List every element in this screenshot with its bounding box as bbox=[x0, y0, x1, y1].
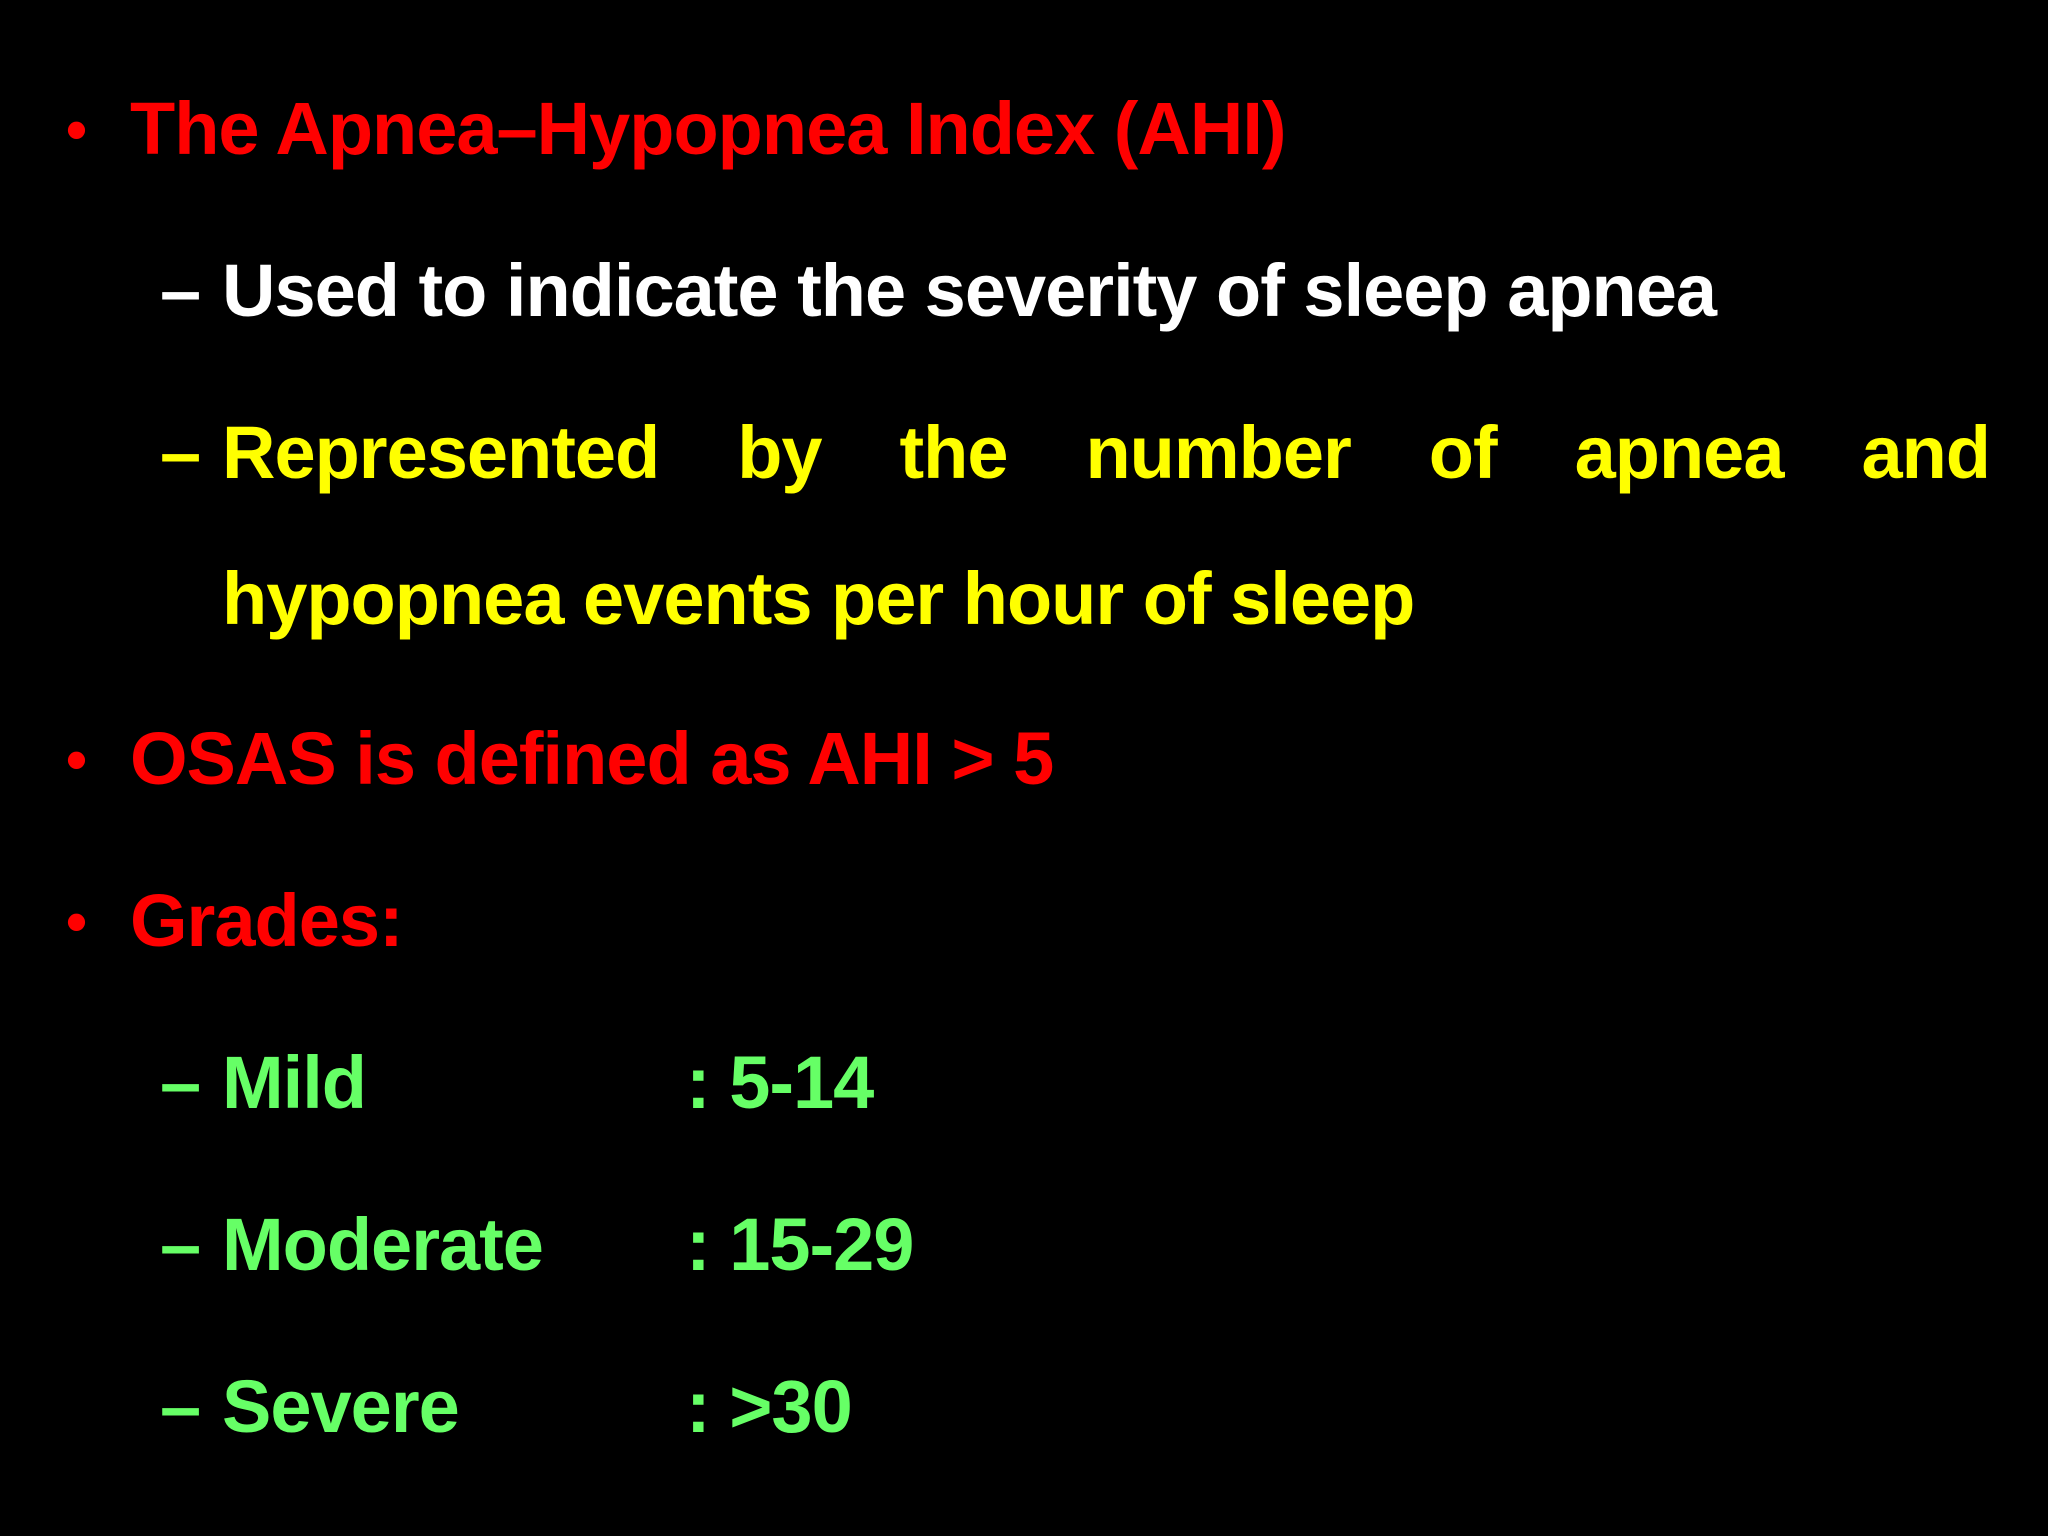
bullet-icon: • bbox=[66, 726, 88, 793]
grade-name-mild: Mild bbox=[222, 1041, 366, 1124]
ahi-title: The Apnea–Hypopnea Index (AHI) bbox=[130, 87, 1286, 170]
ahi-usage-text: Used to indicate the severity of sleep apnea bbox=[222, 249, 1717, 332]
dash-icon: – bbox=[160, 1041, 202, 1124]
dash-icon: – bbox=[160, 411, 202, 494]
word: by bbox=[737, 411, 822, 494]
bullet-icon: • bbox=[66, 888, 88, 955]
word: apnea bbox=[1574, 411, 1784, 494]
dash-icon: – bbox=[160, 1365, 202, 1448]
dash-icon: – bbox=[160, 249, 202, 332]
grades-title: Grades: bbox=[130, 879, 403, 962]
dash-icon: – bbox=[160, 1203, 202, 1286]
word: the bbox=[899, 411, 1008, 494]
word: number bbox=[1085, 411, 1351, 494]
ahi-representation-line2: hypopnea events per hour of sleep bbox=[222, 557, 1415, 640]
grade-name-moderate: Moderate bbox=[222, 1203, 543, 1286]
word: Represented bbox=[222, 411, 660, 494]
osas-definition: OSAS is defined as AHI > 5 bbox=[130, 717, 1054, 800]
word: of bbox=[1428, 411, 1497, 494]
grade-value-moderate: : 15-29 bbox=[686, 1203, 914, 1286]
grade-name-severe: Severe bbox=[222, 1365, 459, 1448]
ahi-representation-line1 bbox=[222, 411, 1990, 494]
word: and bbox=[1861, 411, 1990, 494]
bullet-icon: • bbox=[66, 96, 88, 163]
grade-value-mild: : 5-14 bbox=[686, 1041, 874, 1124]
grade-value-severe: : >30 bbox=[686, 1365, 852, 1448]
